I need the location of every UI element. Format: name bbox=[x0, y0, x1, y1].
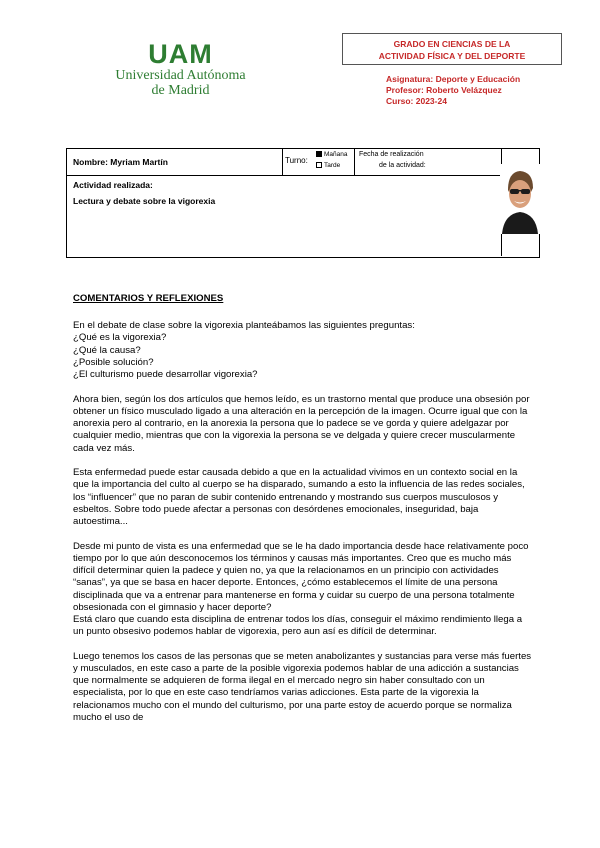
student-photo bbox=[500, 164, 540, 234]
paragraph-opinion-part1: Desde mi punto de vista es una enfermedad que se le ha dado importancia desde hace relativamente poco tiempo por lo que aún desconocemos los términos y causas más importantes. Creo que es mucho más difícil determinar quien la padece y quien no, ya que la relacionamos en un principio con actividades “sanas”, ya que se basa en hacer deporte. Entonces, ¿cómo establecemos el límite de una persona disciplinada que va a entrenar para mantenerse en forma y cuidar su cuerpo de una persona totalmente obsesionada con el gimnasio y hacer deporte? bbox=[73, 540, 529, 613]
date-label-line2: de la actividad: bbox=[379, 162, 426, 169]
paragraph-causes: Esta enfermedad puede estar causada debido a que en la actualidad vivimos en un contexto social en la que la importancia del culto al cuerpo se ha disparado, sumando a esto la influencia de las redes sociales, los “influencer” que no paran de subir contenido entrenando y mostrando sus cuerpos musculosos y esbeltos. Sobre todo puede afectar a personas con desórdenes emocionales, inseguridad, baja autoestima... bbox=[73, 467, 525, 528]
course-info bbox=[386, 74, 520, 107]
section-heading: COMENTARIOS Y REFLEXIONES bbox=[73, 293, 224, 304]
paragraph-opinion-part2: Está claro que cuando esta disciplina de entrenar todos los días, conseguir el máximo rendimiento llega a un punto obsesivo podemos hablar de vigorexia, pero aun así es difícil de determinar. bbox=[73, 613, 523, 638]
activity-label: Actividad realizada: bbox=[73, 180, 153, 190]
paragraph-substances: Luego tenemos los casos de las personas que se meten anabolizantes y sustancias para verse más fuertes y musculados, en este caso a parte de la posible vigorexia podemos hablar de una adicción a sustancias que normalmente se adquieren de forma ilegal en el mercado negro sin haber consultado con un especialista, por lo que en este caso tendríamos varias adicciones. Esta parte de la vigorexia la relacionamos mucho con el mundo del culturismo, por una parte estoy de acuerdo porque se normaliza mucho el uso de bbox=[73, 650, 532, 723]
degree-box bbox=[342, 33, 562, 65]
degree-line1: GRADO EN CIENCIAS DE LA bbox=[393, 39, 511, 49]
course-line: Curso: 2023-24 bbox=[386, 96, 447, 106]
intro-text: En el debate de clase sobre la vigorexia planteábamos las siguientes preguntas: bbox=[73, 320, 415, 332]
question-item: ¿Posible solución? bbox=[73, 356, 154, 368]
uam-logo-mark: UAM bbox=[148, 39, 213, 69]
question-item: ¿Qué la causa? bbox=[73, 344, 141, 356]
questions-block bbox=[73, 320, 533, 381]
table-row-divider bbox=[67, 175, 501, 176]
checkbox-checked-icon bbox=[316, 151, 322, 157]
table-col-divider bbox=[282, 149, 283, 175]
student-info-table bbox=[66, 148, 540, 258]
paragraph-opinion bbox=[73, 541, 533, 639]
turno-option-tarde[interactable]: Tarde bbox=[316, 162, 340, 170]
comments-section bbox=[73, 293, 533, 737]
degree-line2: ACTIVIDAD FÍSICA Y DEL DEPORTE bbox=[378, 51, 526, 61]
table-col-divider bbox=[354, 149, 355, 175]
question-item: ¿Qué es la vigorexia? bbox=[73, 332, 167, 344]
subject-line: Asignatura: Deporte y Educación bbox=[386, 74, 521, 84]
checkbox-empty-icon bbox=[316, 162, 322, 168]
uam-logo-line1: Universidad Autónoma bbox=[115, 68, 246, 83]
date-label-line1: Fecha de realización bbox=[359, 151, 424, 158]
turno-label: Turno: bbox=[285, 156, 308, 165]
professor-line: Profesor: Roberto Velázquez bbox=[386, 85, 502, 95]
turno-option-manana[interactable]: Mañana bbox=[316, 151, 348, 159]
student-name: Nombre: Myriam Martín bbox=[73, 157, 168, 167]
uam-logo-line2: de Madrid bbox=[151, 83, 210, 98]
activity-value: Lectura y debate sobre la vigorexia bbox=[73, 196, 216, 206]
uam-logo bbox=[108, 40, 253, 98]
question-item: ¿El culturismo puede desarrollar vigorexia? bbox=[73, 369, 258, 381]
paragraph-definition: Ahora bien, según los dos artículos que hemos leído, es un trastorno mental que produce una obsesión por obtener un físico musculado ligado a una alteración en la percepción de la imagen. Ocurre igual que con la anorexia pero al contrario, en la anorexia la persona que lo padece se ve gorda y quiere adelgazar por cualquier medio, mientras que con la vigorexia la persona se ve delgada y quiere crecer muscularmente cada vez más. bbox=[73, 393, 530, 454]
